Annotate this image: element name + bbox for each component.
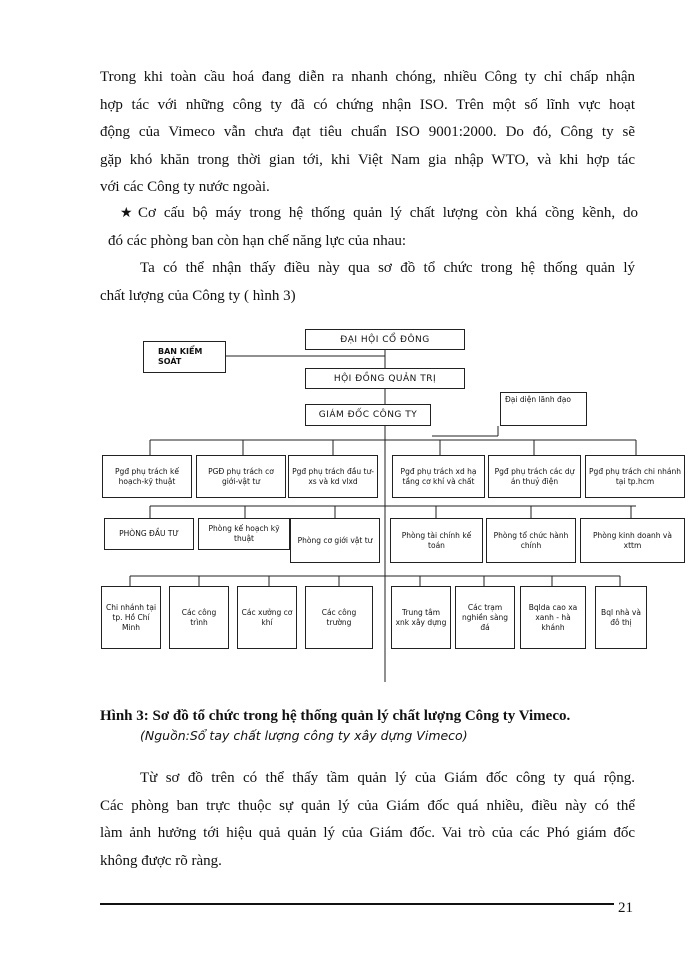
text-line: gặp khó khăn trong thời gian tới, khi Việt Nam gia nhập WTO, và khi hợp tác xyxy=(100,151,635,168)
department-box: Phòng tài chính kế toán xyxy=(390,518,483,563)
unit-box: Bql nhà và đô thị xyxy=(595,586,647,649)
unit-box: Các công trình xyxy=(169,586,229,649)
text-line: đó các phòng ban còn hạn chế năng lực của nhau: xyxy=(108,232,407,249)
text-line: không được rõ ràng. xyxy=(100,852,222,869)
deputy-box: PGĐ phụ trách cơ giới-vật tư xyxy=(196,455,286,498)
deputy-box: Pgđ phụ trách các dự án thuỷ điện xyxy=(488,455,581,498)
figure-caption: Hình 3: Sơ đồ tổ chức trong hệ thống quản lý chất lượng Công ty Vimeco. xyxy=(100,708,571,724)
unit-box: Các công trường xyxy=(305,586,373,649)
text-line: Từ sơ đồ trên có thể thấy tầm quản lý của Giám đốc công ty quá rộng. xyxy=(140,770,635,786)
shareholders-meeting-box: ĐẠI HỘI CỔ ĐÔNG xyxy=(305,329,465,350)
text-line: Cơ cấu bộ máy trong hệ thống quản lý chất lượng còn khá cồng kềnh, do xyxy=(138,205,638,221)
department-box: Phòng tổ chức hành chính xyxy=(486,518,576,563)
unit-box: Các trạm nghiền sàng đá xyxy=(455,586,515,649)
general-director-box: GIÁM ĐỐC CÔNG TY xyxy=(305,404,431,426)
department-box: Phòng kinh doanh và xttm xyxy=(580,518,685,563)
text-line: với các Công ty nước ngoài. xyxy=(100,179,270,195)
figure-source: (Nguồn:Sổ tay chất lượng công ty xây dựng Vimeco) xyxy=(140,728,468,743)
text-line: Các phòng ban trực thuộc sự quản lý của Giám đốc quá nhiều, điều này có thể xyxy=(100,797,635,814)
board-of-directors-box: HỘI ĐỒNG QUẢN TRỊ xyxy=(305,368,465,389)
department-box: Phòng kế hoạch kỹ thuật xyxy=(198,518,290,550)
department-box: PHÒNG ĐẦU TƯ xyxy=(104,518,194,550)
unit-box: Chi nhánh tại tp. Hồ Chí Minh xyxy=(101,586,161,649)
unit-box: Các xưởng cơ khí xyxy=(237,586,297,649)
text-line: làm ảnh hưởng tới hiệu quả quản lý của Giám đốc. Vai trò của các Phó giám đốc xyxy=(100,825,635,841)
text-line: Ta có thể nhận thấy điều này qua sơ đồ tổ chức trong hệ thống quản lý xyxy=(140,260,635,276)
page-number: 21 xyxy=(618,900,633,916)
footer-divider xyxy=(100,903,614,905)
deputy-box: Pgđ phụ trách đầu tư-xs và kd vlxd xyxy=(288,455,378,498)
text-line: chất lượng của Công ty ( hình 3) xyxy=(100,287,296,304)
unit-box: Trung tâm xnk xây dựng xyxy=(391,586,451,649)
leader-rep-box: Đại diện lãnh đạo xyxy=(500,392,587,426)
deputy-box: Pgđ phụ trách xd hạ tầng cơ khí và chất xyxy=(392,455,485,498)
text-line: hợp tác với những công ty đã có chứng nhận ISO. Trên một số lĩnh vực hoạt xyxy=(100,96,635,113)
text-line: động của Vimeco vẫn chưa đạt tiêu chuẩn ISO 9001:2000. Do đó, Công ty sẽ xyxy=(100,124,635,140)
conclusion-paragraph xyxy=(100,765,635,875)
supervisory-board-box: BAN KIỂM SOÁT xyxy=(143,341,226,373)
unit-box: Bqlda cao xa xanh - hà khánh xyxy=(520,586,586,649)
deputy-box: Pgđ phụ trách chi nhánh tại tp.hcm xyxy=(585,455,685,498)
text-line: Trong khi toàn cầu hoá đang diễn ra nhanh chóng, nhiều Công ty chỉ chấp nhận xyxy=(100,69,635,85)
star-bullet-icon: ★ xyxy=(120,206,133,221)
deputy-box: Pgđ phụ trách kế hoạch-kỹ thuật xyxy=(102,455,192,498)
department-box: Phòng cơ giới vật tư xyxy=(290,518,380,563)
